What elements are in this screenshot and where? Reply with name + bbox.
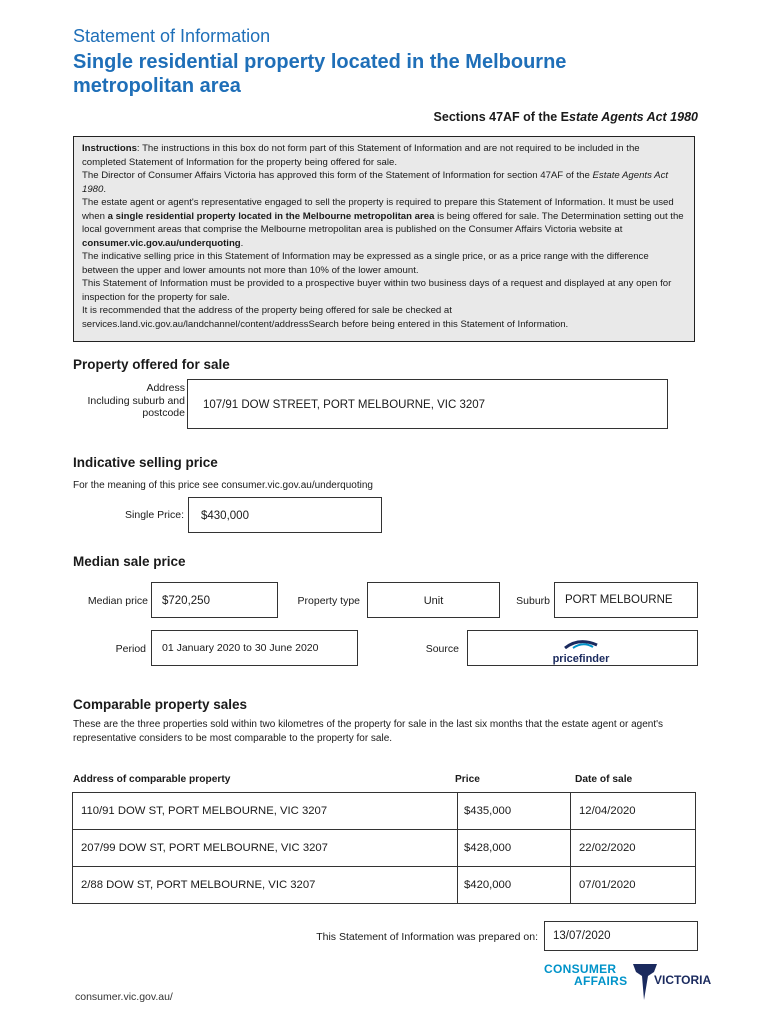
- row-date[interactable]: 12/04/2020: [571, 793, 696, 830]
- instructions-p3a: The estate agent or agent's representative engaged to sell the property is required to prepare this Statement of Information. It must be used when: [82, 197, 674, 222]
- pricefinder-mark-icon: [549, 639, 613, 649]
- comparable-table: [72, 792, 696, 904]
- source-field[interactable]: [467, 630, 698, 666]
- instructions-p2: [82, 169, 686, 196]
- instructions-p3b: a single residential property located in the Melbourne metropolitan area: [107, 210, 435, 222]
- indicative-section-title: Indicative selling price: [73, 455, 218, 470]
- row-price[interactable]: $435,000: [458, 793, 571, 830]
- page-subtitle: Statement of Information: [73, 26, 271, 46]
- period-field[interactable]: [151, 630, 358, 666]
- sections-act: state Agents Act 1980: [569, 110, 698, 124]
- median-price-label: Median price: [87, 595, 148, 607]
- instructions-p3: [82, 196, 686, 250]
- suburb-value: PORT MELBOURNE: [565, 594, 673, 606]
- row-address[interactable]: 110/91 DOW ST, PORT MELBOURNE, VIC 3207: [73, 793, 458, 830]
- col-header-date: Date of sale: [575, 774, 633, 785]
- instructions-p2b: Estate Agents Act 1980: [82, 170, 669, 195]
- instructions-p6: It is recommended that the address of the property being offered for sale be checked at services.land.vic.gov.au/landchannel/content/addressSearch before being entered in this Statement of Information.: [82, 305, 569, 330]
- col-header-address: Address of comparable property: [73, 774, 231, 785]
- logo-victoria: VICTORIA: [654, 973, 712, 987]
- comparable-section-title: Comparable property sales: [73, 697, 248, 712]
- instructions-p2a: The Director of Consumer Affairs Victoria has approved this form of the Statement of Information for section 47AF of the: [82, 170, 593, 181]
- median-price-field[interactable]: [151, 582, 278, 618]
- property-type-label: Property type: [297, 595, 360, 607]
- sections-reference: [434, 110, 698, 124]
- address-label-2: Including suburb and: [87, 394, 185, 407]
- instructions-p4: The indicative selling price in this Statement of Information may be expressed as a single price, or as a price range with the difference between the upper and lower amounts not more than 10% of the lower amount.: [82, 251, 649, 276]
- instructions-p3e: .: [240, 237, 244, 249]
- sections-prefix: Sections 47AF of the E: [433, 110, 569, 124]
- instructions-p1: [82, 142, 686, 169]
- prepared-date-value: 13/07/2020: [553, 930, 611, 942]
- median-section-title: Median sale price: [73, 554, 186, 569]
- logo-affairs: AFFAIRS: [574, 974, 628, 988]
- row-date[interactable]: 22/02/2020: [571, 830, 696, 867]
- address-value: 107/91 DOW STREET, PORT MELBOURNE, VIC 3207: [203, 399, 486, 411]
- single-price-field[interactable]: [188, 497, 382, 533]
- table-row: [73, 793, 696, 830]
- source-label: Source: [425, 643, 459, 655]
- instructions-p3c: is being offered for sale. The Determination setting out the local government areas that comprise the Melbourne metropolitan area is published on the Consumer Affairs Victoria website at: [82, 210, 684, 235]
- logo-consumer: CONSUMER: [544, 962, 617, 976]
- footer-url[interactable]: consumer.vic.gov.au/: [75, 991, 173, 1003]
- page-title: Single residential property located in the Melbourne metropolitan area: [73, 51, 567, 97]
- address-field[interactable]: [187, 379, 668, 429]
- period-value: 01 January 2020 to 30 June 2020: [162, 642, 319, 654]
- pricefinder-text: pricefinder: [552, 653, 610, 665]
- row-price[interactable]: $428,000: [458, 830, 571, 867]
- property-section-title: Property offered for sale: [73, 357, 230, 372]
- instructions-box: [73, 136, 695, 342]
- pricefinder-logo: [549, 636, 613, 665]
- instructions-p2c: .: [103, 183, 107, 195]
- table-row: [73, 867, 696, 904]
- row-address[interactable]: 2/88 DOW ST, PORT MELBOURNE, VIC 3207: [73, 867, 458, 904]
- instructions-link[interactable]: consumer.vic.gov.au/underquoting: [82, 237, 241, 249]
- row-date[interactable]: 07/01/2020: [571, 867, 696, 904]
- address-label-3: postcode: [142, 407, 185, 419]
- consumer-affairs-victoria-logo: [544, 962, 712, 1002]
- instructions-p5: This Statement of Information must be provided to a prospective buyer within two business days of a request and displayed at any open for inspection for the property for sale.: [82, 278, 672, 303]
- indicative-note: For the meaning of this price see consumer.vic.gov.au/underquoting: [73, 480, 373, 491]
- comparable-note: These are the three properties sold within two kilometres of the property for sale in the last six months that the estate agent or agent's representative considers to be most comparable to the property for sale.: [73, 719, 663, 744]
- instructions-p1-text: : The instructions in this box do not form part of this Statement of Information and are not required to be included in the completed Statement of Information for the property being offered for sale.: [82, 143, 640, 168]
- single-price-value: $430,000: [201, 510, 249, 522]
- period-label: Period: [115, 643, 146, 655]
- property-type-value: Unit: [423, 595, 444, 607]
- col-header-price: Price: [455, 774, 480, 785]
- address-label: [70, 382, 185, 420]
- suburb-field[interactable]: [554, 582, 698, 618]
- instructions-label: Instructions: [82, 143, 137, 154]
- row-price[interactable]: $420,000: [458, 867, 571, 904]
- prepared-date-field[interactable]: [544, 921, 698, 951]
- row-address[interactable]: 207/99 DOW ST, PORT MELBOURNE, VIC 3207: [73, 830, 458, 867]
- table-row: [73, 830, 696, 867]
- prepared-label: This Statement of Information was prepared on:: [316, 931, 538, 943]
- property-type-field[interactable]: [367, 582, 500, 618]
- single-price-label: Single Price:: [125, 509, 184, 521]
- median-price-value: $720,250: [162, 595, 210, 607]
- address-label-1: Address: [146, 382, 185, 394]
- suburb-label: Suburb: [516, 595, 550, 607]
